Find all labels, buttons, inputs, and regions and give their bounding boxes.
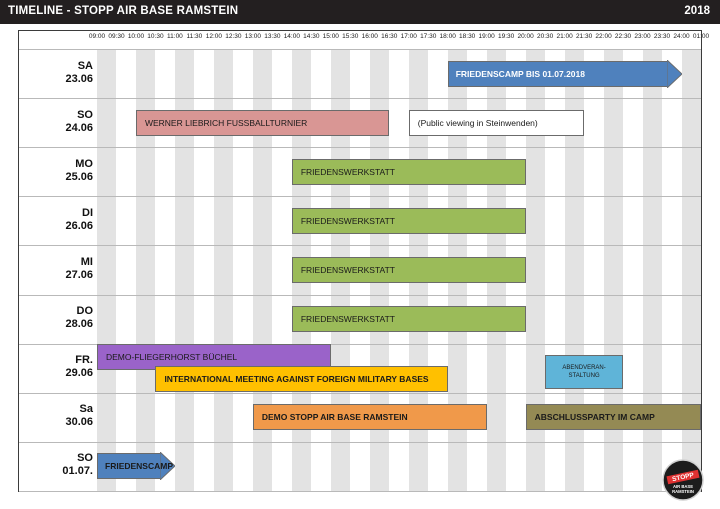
time-tick: 18:00 [439,33,456,40]
time-tick: 19:30 [498,33,515,40]
row-separator [19,196,701,197]
time-tick: 11:30 [186,33,203,40]
time-tick: 18:30 [459,33,476,40]
event-label: INTERNATIONAL MEETING AGAINST FOREIGN MILITARY BASES [164,374,429,385]
row-separator [19,393,701,394]
event-arrow[interactable] [97,453,175,479]
day-of-week: MI [80,256,93,268]
event-label: FRIEDENSWERKSTATT [300,215,395,226]
event-label: FRIEDENSWERKSTATT [300,166,395,177]
column-band [97,49,116,491]
time-tick: 14:30 [303,33,320,40]
day-label [19,207,93,233]
day-label [19,403,93,429]
day-label [19,158,93,184]
day-label [19,256,93,282]
event-arrow[interactable] [448,61,682,87]
header-year: 2018 [684,5,710,17]
row-separator [19,147,701,148]
day-label [19,354,93,380]
time-tick: 23:00 [634,33,651,40]
event-label: ABSCHLUSSPARTY IM CAMP [534,412,655,423]
day-date: 01.07. [62,465,93,478]
time-tick: 21:30 [575,33,593,40]
event-bar[interactable] [292,208,526,234]
row-separator [19,245,701,246]
time-tick: 22:30 [614,33,632,40]
time-tick: 11:00 [167,33,183,40]
time-tick: 20:00 [517,33,534,40]
row-separator [19,49,701,50]
event-bar[interactable] [545,355,623,389]
time-tick: 17:30 [420,33,437,40]
day-date: 26.06 [65,219,93,232]
event-bar[interactable] [253,404,487,430]
day-label [19,109,93,135]
time-tick: 14:00 [283,33,300,40]
row-separator [19,98,701,99]
time-tick: 12:00 [205,33,223,40]
arrow-tip-icon [667,60,682,88]
time-tick: 10:30 [147,33,164,40]
event-label: DEMO STOPP AIR BASE RAMSTEIN [261,412,408,423]
time-tick: 16:30 [381,33,398,40]
event-label: FRIEDENSWERKSTATT [300,265,395,275]
time-tick: 09:30 [108,33,125,40]
day-of-week: FR. [75,354,93,367]
page-title: TIMELINE - STOPP AIR BASE RAMSTEIN [8,5,239,17]
day-of-week: MO [75,157,93,170]
event-bar[interactable] [409,110,584,136]
event-label: FRIEDENSCAMP [105,461,174,472]
day-of-week: SO [77,108,93,121]
event-label: WERNER LIEBRICH FUSSBALLTURNIER [144,117,308,128]
time-tick: 19:00 [478,33,495,40]
event-bar[interactable] [526,404,701,430]
day-of-week: SA [77,59,93,72]
svg-text:AIR BASE: AIR BASE [672,484,694,489]
time-tick: 16:00 [361,33,378,40]
time-tick: 12:30 [225,33,242,40]
event-label: FRIEDENSWERKSTATT [300,314,395,325]
event-label: FRIEDENSCAMP BIS 01.07.2018 [455,68,585,79]
time-tick: 21:00 [556,33,573,40]
day-of-week: DI [82,206,93,219]
day-of-week: DO [76,305,93,318]
stopp-air-base-ramstein-logo [662,459,704,501]
time-tick: 20:30 [536,33,554,40]
time-tick: 15:00 [322,33,339,40]
day-of-week: Sa [79,403,93,416]
time-tick: 13:30 [264,33,281,40]
day-date: 29.06 [65,367,93,380]
row-separator [19,491,701,492]
header-bar [0,0,720,24]
event-bar[interactable] [155,366,447,392]
event-bar[interactable] [292,306,526,332]
day-date: 30.06 [65,416,93,429]
day-label [19,452,93,478]
row-separator [19,295,701,296]
event-label: DEMO-FLIEGERHORST BÜCHEL [106,352,238,363]
time-tick: 13:00 [244,33,261,40]
time-tick: 01:00 [692,33,710,40]
day-label [19,305,93,331]
time-tick: 15:30 [342,33,359,40]
time-tick: 24:00 [673,33,690,40]
time-tick: 09:00 [88,33,106,40]
day-date: 23.06 [65,72,93,85]
day-date: 28.06 [65,318,93,331]
day-date: 24.06 [65,121,93,134]
event-bar[interactable] [292,257,526,283]
day-label [19,60,93,86]
time-tick: 10:00 [127,33,145,40]
svg-text:RAMSTEIN: RAMSTEIN [672,489,694,494]
day-of-week: SO [77,452,93,465]
time-tick: 22:00 [595,33,612,40]
day-date: 27.06 [65,269,93,281]
event-bar[interactable] [292,159,526,185]
event-label: (Public viewing in Steinwenden) [417,117,538,128]
row-separator [19,442,701,443]
day-date: 25.06 [65,170,93,183]
time-tick: 17:00 [400,33,417,40]
event-bar[interactable] [136,110,389,136]
timeline-chart [18,30,710,492]
event-label: ABENDVERAN- STALTUNG [562,365,606,380]
time-tick: 23:30 [653,33,671,40]
svg-text:STOPP: STOPP [671,471,695,484]
